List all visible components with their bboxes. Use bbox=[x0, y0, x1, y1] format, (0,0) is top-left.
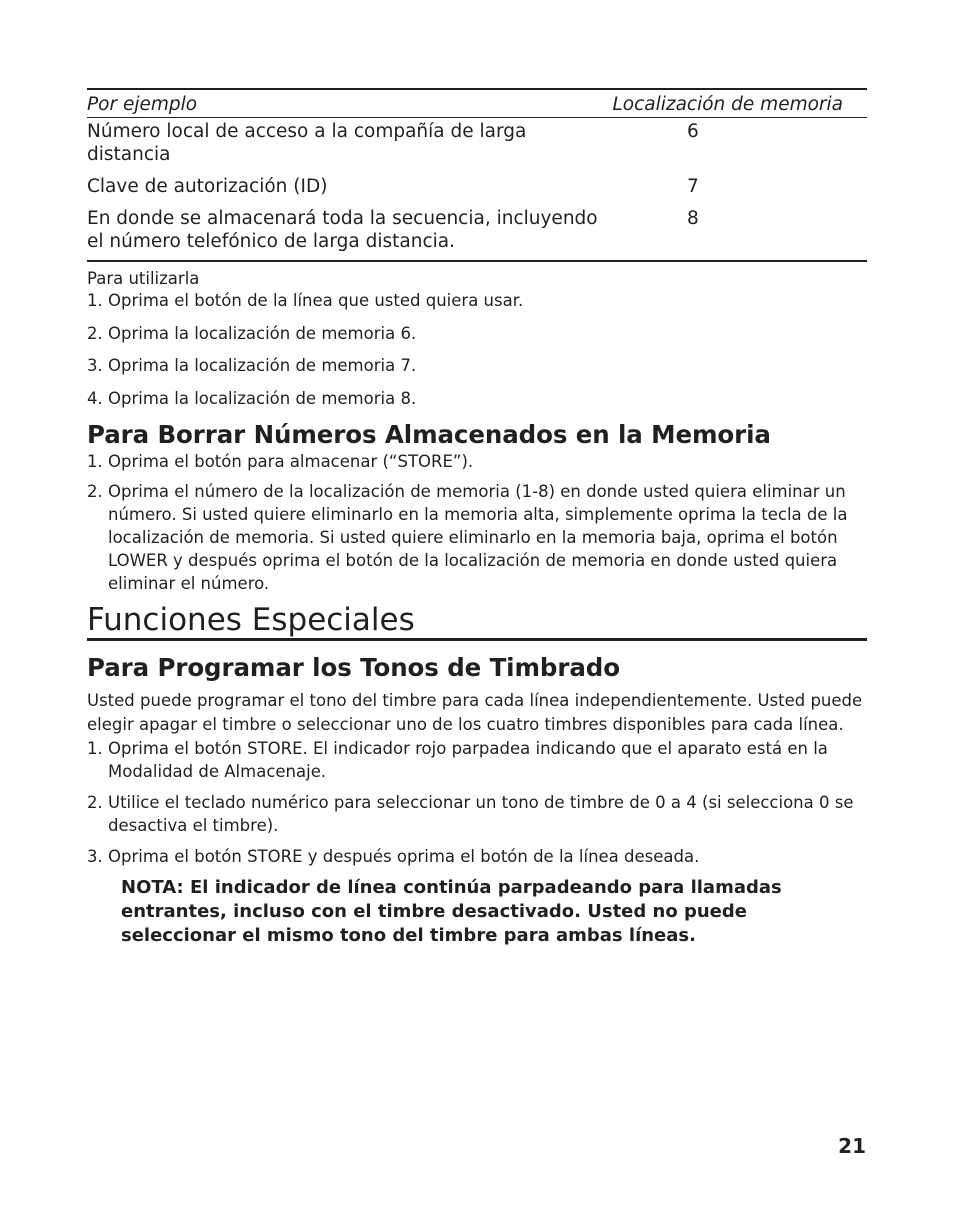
row-location: 6 bbox=[687, 121, 699, 142]
ring-tones-steps-list bbox=[87, 737, 867, 868]
step-text: Utilice el teclado numérico para seleccionar un tono de timbre de 0 a 4 (si selecciona 0 se desactiva el timbre). bbox=[108, 792, 854, 835]
table-row bbox=[87, 173, 867, 205]
step-number: 3. bbox=[87, 846, 103, 866]
step-number: 2. bbox=[87, 481, 103, 501]
list-item bbox=[87, 322, 867, 345]
row-description bbox=[87, 205, 601, 261]
special-functions-title: Funciones Especiales bbox=[87, 602, 867, 641]
step-text: Oprima el botón STORE y después oprima el botón de la línea deseada. bbox=[108, 846, 700, 866]
row-location: 7 bbox=[687, 176, 699, 197]
ring-tones-heading: Para Programar los Tonos de Timbrado bbox=[87, 652, 620, 682]
step-number: 2. bbox=[87, 323, 103, 343]
list-item bbox=[87, 387, 867, 410]
note-text: NOTA: El indicador de línea continúa parpadeando para llamadas entrantes, incluso con el timbre desactivado. Usted no puede seleccionar el mismo tono del timbre para ambas líneas. bbox=[121, 876, 782, 946]
list-item bbox=[87, 791, 867, 837]
page-number: 21 bbox=[838, 1134, 866, 1158]
step-text: Oprima el botón para almacenar (“STORE”). bbox=[108, 451, 474, 471]
list-item bbox=[87, 289, 867, 312]
erase-steps-list bbox=[87, 450, 867, 595]
table-row bbox=[87, 205, 867, 261]
step-text: Oprima el botón STORE. El indicador rojo parpadea indicando que el aparato está en la Modalidad de Almacenaje. bbox=[108, 738, 828, 781]
step-text: Oprima la localización de memoria 7. bbox=[108, 356, 417, 375]
step-text: Oprima la localización de memoria 8. bbox=[108, 388, 417, 408]
step-number: 1. bbox=[87, 451, 103, 471]
list-item bbox=[87, 450, 867, 473]
ring-tones-intro: Usted puede programar el tono del timbre para cada línea independientemente. Usted puede elegir apagar el timbre o seleccionar uno de los cuatro timbres disponibles para cada línea. bbox=[87, 690, 863, 734]
erase-heading: Para Borrar Números Almacenados en la Memoria bbox=[87, 419, 771, 449]
row-description-line: En donde se almacenará toda la secuencia, incluyendo bbox=[87, 208, 598, 229]
row-description-line: el número telefónico de larga distancia. bbox=[87, 231, 455, 252]
step-number: 1. bbox=[87, 738, 103, 758]
page-content bbox=[87, 88, 867, 948]
list-item bbox=[87, 845, 867, 868]
step-number: 2. bbox=[87, 792, 103, 812]
step-text: Oprima el número de la localización de memoria (1-8) en donde usted quiera eliminar un número. Si usted quiere eliminarlo en la memoria alta, simplemente oprima la tecla de la localización de memoria. Si usted quiere eliminarlo en la memoria baja, oprima el botón LOWER y después oprima el botón de la localización de memoria en donde usted quiera eliminar el número. bbox=[108, 481, 848, 593]
step-text: Oprima el botón de la línea que usted quiera usar. bbox=[108, 291, 524, 310]
step-number: 1. bbox=[87, 291, 103, 310]
usage-caption: Para utilizarla bbox=[87, 269, 200, 288]
row-location: 8 bbox=[687, 208, 699, 229]
row-description: Clave de autorización (ID) bbox=[87, 176, 328, 197]
table-header-row bbox=[87, 89, 867, 118]
row-description: Número local de acceso a la compañía de larga distancia bbox=[87, 121, 527, 165]
step-number: 4. bbox=[87, 388, 103, 408]
memory-location-table bbox=[87, 88, 867, 262]
list-item bbox=[87, 354, 867, 377]
usage-steps-list bbox=[87, 289, 867, 410]
list-item bbox=[87, 480, 867, 595]
step-number: 3. bbox=[87, 356, 103, 375]
header-memory-location: Localización de memoria bbox=[601, 89, 867, 118]
step-text: Oprima la localización de memoria 6. bbox=[108, 323, 417, 343]
header-example: Por ejemplo bbox=[87, 89, 601, 118]
list-item bbox=[87, 737, 867, 783]
table-row bbox=[87, 118, 867, 174]
